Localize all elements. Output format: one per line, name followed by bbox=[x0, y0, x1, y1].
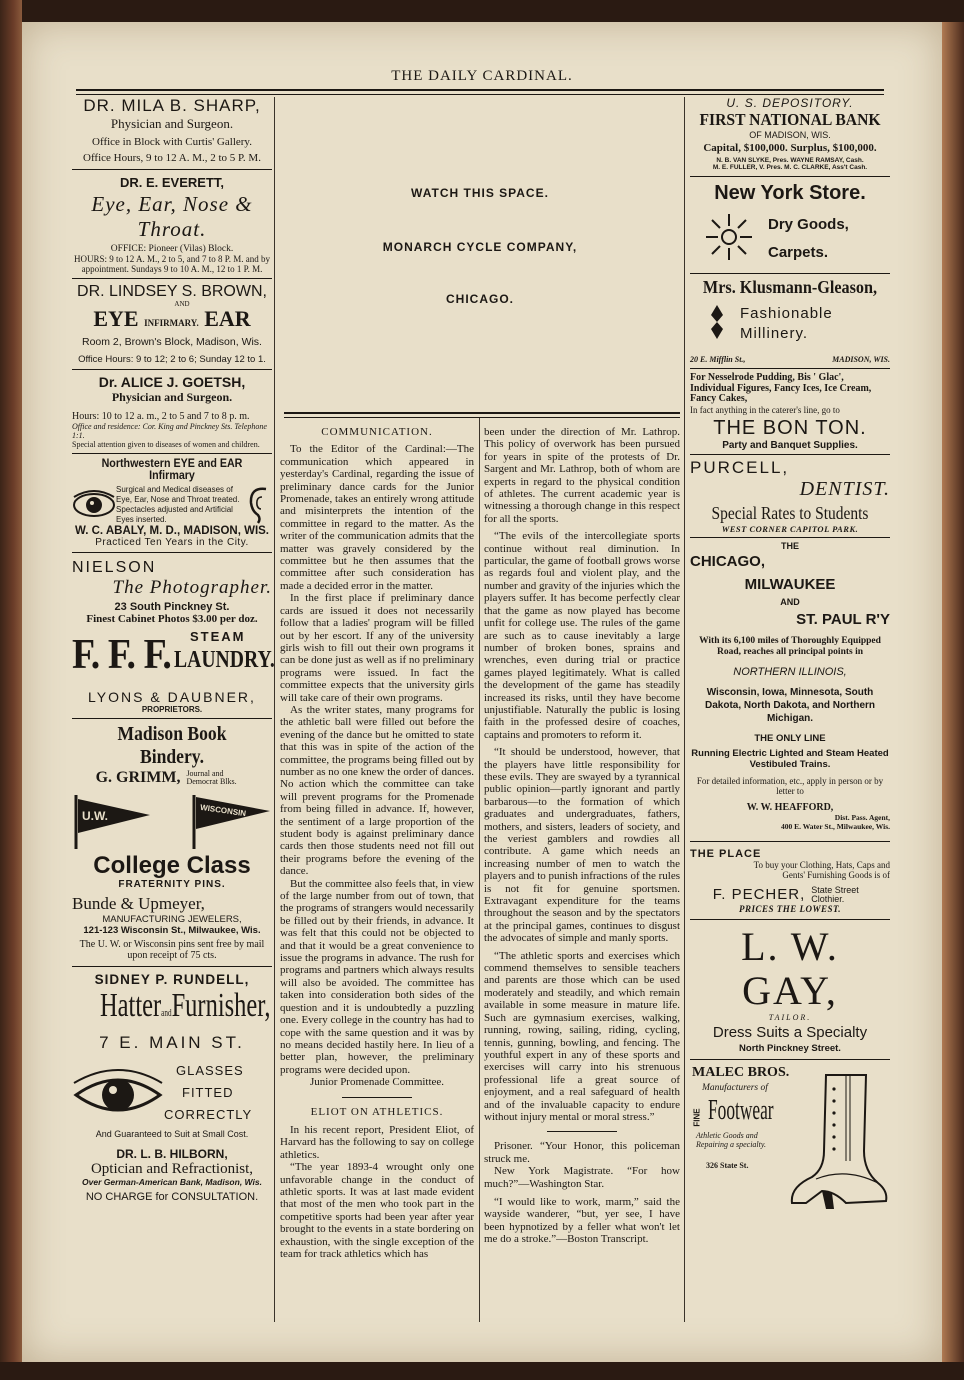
joke-paragraph: New York Magistrate. “For how much?”—Washington Star. bbox=[484, 1165, 680, 1190]
ad-railway-info: For detailed information, etc., apply in person or by letter to bbox=[696, 775, 884, 796]
ad-railway-milwaukee: MILWAUKEE bbox=[744, 575, 836, 593]
ad-hilborn-name: DR. L. B. HILBORN, bbox=[116, 1147, 228, 1161]
ad-nielson-name: NIELSON bbox=[72, 559, 157, 576]
pennant-wisconsin-icon bbox=[190, 793, 272, 851]
right-ads-column bbox=[690, 96, 890, 1215]
monarch-ad bbox=[280, 96, 680, 414]
ad-pins-firm: Bunde & Upmeyer, bbox=[72, 894, 205, 913]
ad-pins-subtitle: FRATERNITY PINS. bbox=[118, 879, 226, 890]
joke-paragraph: “I would like to work, marm,” said the wayside wanderer, “but, yer see, I have been hypnotized by a feller what won't let me do a stroke.”—Boston Transcript. bbox=[484, 1195, 680, 1246]
ad-railway-trains: Running Electric Lighted and Steam Heated Vestibuled Trains. bbox=[691, 747, 889, 770]
ad-brown-ear: EAR bbox=[204, 306, 251, 331]
center-ad-rule bbox=[284, 412, 680, 418]
ad-klusmann bbox=[690, 277, 890, 355]
ad-bindery-owner: G. GRIMM, bbox=[95, 769, 181, 786]
communication-paragraph: In the first place if preliminary dance cards are issued it does not necessarily follow that a ladies' program will be filled out by her escort. If any of the university girls wish to fill out their own programs it can be done just as well as if no preliminary programs were issued. In fact the committee expects that the university girls will take care of their own programs. bbox=[280, 592, 474, 704]
eliot-paragraph: “The year 1893-4 wrought only one unfavorable change in the conduct of athletic sports. It was at last made evident that most of the men who took part in the competitive sports had been year after year brought to the events in a state bordering on exhaustion, with the single exception of the team for track athletics which has bbox=[280, 1161, 474, 1260]
monarch-line3: CHICAGO. bbox=[446, 292, 514, 306]
ad-abaly bbox=[72, 458, 272, 548]
ad-purcell bbox=[690, 458, 890, 534]
ad-newyork bbox=[690, 182, 890, 270]
ad-rundell bbox=[72, 972, 272, 1053]
ad-brown-infirmary: INFIRMARY. bbox=[144, 318, 199, 328]
ad-goetsh-special: Special attention given to diseases of women and children. bbox=[72, 440, 260, 449]
ad-pins-offer: The U. W. or Wisconsin pins sent free by mail upon receipt of 75 cts. bbox=[79, 939, 265, 961]
boot-icon bbox=[786, 1071, 890, 1211]
ad-rundell-name: SIDNEY P. RUNDELL, bbox=[94, 972, 250, 987]
ad-bank-name: FIRST NATIONAL BANK bbox=[699, 110, 881, 129]
ad-railway-stpaul: ST. PAUL R'Y bbox=[796, 610, 890, 628]
ad-separator bbox=[690, 841, 890, 842]
ad-malec-fine: FINE bbox=[692, 1107, 702, 1127]
ad-newyork-dry: Dry Goods, bbox=[768, 216, 849, 233]
ad-rundell-and: and bbox=[161, 1008, 172, 1019]
col3-paragraph: “The evils of the intercollegiate sports continue without real diminution. In particular, the game of football grows worse as regards foul and violent play, and the number and gravity of the injuries which the players suffer. It has become perfectly clear that the game as now played has become unfit for college use. The rules of the game are such as to cause inevitably a large number of broken bones, sprains and wrenches, even during trial or practice games played legitimately. What is called the development of the game has steadily increased its risks, until they have become unjustifiable. Naturally the public is losing faith in the professed desire of coaches, captains and promoters to reform it. bbox=[484, 530, 680, 741]
ad-newyork-name: New York Store. bbox=[714, 182, 866, 204]
ad-separator bbox=[72, 169, 272, 170]
ad-pecher-prices: PRICES THE LOWEST. bbox=[739, 903, 841, 914]
pennant-wisconsin-label: WISCONSIN bbox=[199, 802, 247, 819]
ad-pins-title: College Class bbox=[93, 852, 251, 879]
ad-rundell-trade bbox=[100, 987, 271, 1033]
ad-nielson-address: 23 South Pinckney St. bbox=[114, 601, 230, 613]
ad-abaly-practiced: Practiced Ten Years in the City. bbox=[95, 537, 249, 548]
communication-article bbox=[280, 426, 474, 1260]
ad-nielson bbox=[72, 559, 272, 625]
ad-bank-location: OF MADISON, WIS. bbox=[749, 130, 831, 140]
ad-railway-agent: W. W. HEAFFORD, bbox=[746, 801, 834, 813]
ad-klusmann-millinery: Millinery. bbox=[740, 325, 809, 342]
joke-paragraph: Prisoner. “Your Honor, this policeman struck me. bbox=[484, 1140, 680, 1165]
ad-pins-address: 121-123 Wisconsin St., Milwaukee, Wis. bbox=[83, 925, 261, 936]
column-divider bbox=[684, 97, 685, 1322]
ad-laundry-owners-block bbox=[72, 689, 272, 714]
article-separator bbox=[342, 1097, 412, 1098]
ad-separator bbox=[72, 552, 272, 553]
ear-icon bbox=[246, 485, 272, 525]
column-divider bbox=[479, 417, 480, 1322]
ad-purcell-special: Special Rates to Students bbox=[711, 502, 869, 523]
communication-paragraph: But the committee also feels that, in view of the large number from out of town, that the programs of strangers would necessarily be filled out by their friends, in advance. It was felt that this could not be objected to and that it would be a great convenience to issue the programs in advance. The rush for programs and partners which always results will also be avoided. The committee has taken into consideration both sides of the question and it is undoubtedly a puzzling one. Every college in the country has had to cope with the same question and it was by no means decided hastily here. In lieu of a better plan, however, the preliminary programs were decided upon. bbox=[280, 877, 474, 1076]
masthead: THE DAILY CARDINAL. bbox=[391, 68, 573, 84]
newspaper-page bbox=[22, 22, 942, 1362]
ad-purcell-name: PURCELL, bbox=[690, 457, 790, 477]
ad-purcell-address: WEST CORNER CAPITOL PARK. bbox=[721, 523, 859, 534]
ad-brown-name: DR. LINDSEY S. BROWN, bbox=[77, 283, 267, 300]
ad-goetsh-hours: Hours: 10 to 12 a. m., 2 to 5 and 7 to 8 p. m. bbox=[72, 411, 250, 422]
monarch-line1: WATCH THIS SPACE. bbox=[411, 186, 549, 200]
left-ads-column bbox=[72, 96, 275, 1203]
ad-bindery bbox=[72, 723, 272, 787]
ad-hilborn-fitted: FITTED bbox=[182, 1085, 234, 1100]
ad-gay-suits: Dress Suits a Specialty bbox=[712, 1023, 868, 1041]
ad-newyork-carpets: Carpets. bbox=[768, 244, 829, 261]
ad-pins-pennants bbox=[72, 793, 272, 853]
ad-rundell-address: 7 E. MAIN ST. bbox=[99, 1033, 245, 1052]
ad-pins bbox=[72, 853, 272, 961]
ad-malec-goods: Athletic Goods and Repairing a specialty. bbox=[696, 1130, 766, 1149]
ad-everett-specialty: Eye, Ear, Nose & Throat. bbox=[91, 192, 253, 241]
sun-icon bbox=[704, 212, 754, 262]
ad-bank-officers2: M. E. FULLER, V. Pres. M. C. CLARKE, Ass't Cash. bbox=[712, 164, 868, 171]
ad-rundell-hatter: Hatter bbox=[100, 987, 162, 1024]
ad-nielson-offer: Finest Cabinet Photos $3.00 per doz. bbox=[86, 613, 258, 625]
ad-abaly-doctor: W. C. ABALY, M. D., MADISON, WIS. bbox=[74, 525, 270, 537]
ad-everett-office: OFFICE: Pioneer (Vilas) Block. bbox=[110, 244, 234, 254]
column-divider bbox=[274, 97, 275, 1322]
ad-separator bbox=[690, 176, 890, 177]
ad-railway-agent-title: Dist. Pass. Agent, bbox=[834, 812, 890, 822]
ad-hilborn-title: Optician and Refractionist, bbox=[90, 1161, 254, 1177]
ad-abaly-name: Northwestern EYE and EAR Infirmary bbox=[101, 458, 243, 482]
pennant-uw-label: U.W. bbox=[82, 809, 108, 823]
ad-brown bbox=[72, 283, 272, 365]
ad-goetsh bbox=[72, 374, 272, 449]
communication-paragraph: To the Editor of the Cardinal:—The communication which appeared in yesterday's Cardinal, regarding the issue of preliminary dance cards for the Junior Promenade, takes an entirely wrong attitude and misinterprets the intention of the committee in regard to the matter. As the writer of the communication admits that the matter was gravely considered by the committee but he then assumes that the committee after such consideration has made a decided error in the matter. bbox=[280, 443, 474, 592]
ad-hilborn-charge: NO CHARGE for CONSULTATION. bbox=[85, 1191, 259, 1203]
ad-klusmann-address: 20 E. Mifflin St., bbox=[690, 355, 746, 364]
ad-brown-and: AND bbox=[174, 300, 190, 308]
article-separator bbox=[547, 1131, 617, 1132]
monarch-line2: MONARCH CYCLE COMPANY, bbox=[382, 240, 578, 254]
ornament-icon bbox=[710, 305, 724, 339]
ad-separator bbox=[72, 453, 272, 454]
ad-sharp-office: Office in Block with Curtis' Gallery. bbox=[92, 136, 252, 148]
eye-glasses-icon bbox=[72, 1065, 164, 1125]
ad-laundry-role: PROPRIETORS. bbox=[141, 705, 203, 714]
ad-everett-hours: HOURS: 9 to 12 A. M., 2 to 5, and 7 to 8 P. M. and by appointment. Sundays 9 to 10 A. M., 12 to 1 P. M. bbox=[73, 254, 270, 274]
ad-purcell-dentist: DENTIST. bbox=[799, 477, 890, 500]
ad-railway-miles: With its 6,100 miles of Thoroughly Equipped Road, reaches all principal points in bbox=[699, 635, 881, 657]
ad-klusmann-fashionable: Fashionable bbox=[740, 305, 833, 322]
ad-rundell-furnisher: Furnisher, bbox=[171, 987, 271, 1024]
masthead-rule bbox=[76, 89, 884, 95]
ad-hilborn-top bbox=[72, 1061, 272, 1129]
ad-bonton bbox=[690, 373, 890, 451]
ad-gay-tailor: TAILOR. bbox=[768, 1012, 812, 1022]
ad-pins-trade: MANUFACTURING JEWELERS, bbox=[102, 914, 242, 925]
ad-railway-agent-address: 400 E. Water St., Milwaukee, Wis. bbox=[780, 821, 890, 831]
ad-bonton-caterer: In fact anything in the caterer's line, go to bbox=[690, 404, 840, 415]
page-bottom-edge bbox=[0, 1362, 964, 1380]
ad-hilborn-guarantee: And Guaranteed to Suit at Small Cost. bbox=[95, 1129, 249, 1139]
book-binding bbox=[0, 0, 22, 1380]
ad-hilborn-glasses: GLASSES bbox=[176, 1063, 244, 1078]
col3-paragraph: “It should be understood, however, that the players have little responsibility for these evils. They are swayed by a tyrannical public opinion—partly ignorant and partly barbarous—to the formation of which graduates and undergraduates, fathers, mothers, and sisters, leaders of society, and the veriest gamblers and rowdies all contribute. A game which needs an increasing number of men to watch the players and to punish infractions of the rules is not fit for genuine sportsmen. Extravagant expenditure for the teams throughout the season and by the spectators at the principal games, continues to disgust the advocates of simple and manly sports. bbox=[484, 746, 680, 945]
ad-bank-officers1: N. B. VAN SLYKE, Pres. WAYNE RAMSAY, Cash. bbox=[716, 157, 864, 164]
ad-railway-and: AND bbox=[780, 596, 800, 607]
ad-railway-states: Wisconsin, Iowa, Minnesota, South Dakota, North Dakota, and Northern Michigan. bbox=[704, 686, 876, 724]
ad-laundry bbox=[72, 629, 275, 689]
communication-signature: Junior Promenade Committee. bbox=[309, 1076, 445, 1089]
eliot-heading: ELIOT ON ATHLETICS. bbox=[310, 1105, 444, 1118]
ad-railway-the: THE bbox=[781, 540, 799, 551]
ad-laundry-steam: STEAM bbox=[190, 629, 246, 644]
ad-hilborn bbox=[72, 1129, 272, 1203]
ad-separator bbox=[72, 718, 272, 719]
ad-pecher-title: State Street Clothier. bbox=[811, 884, 859, 904]
ad-gay-name: L. W. GAY, bbox=[741, 923, 839, 1013]
ad-brown-address: Room 2, Brown's Block, Madison, Wis. bbox=[82, 336, 262, 348]
ad-laundry-owners: LYONS & DAUBNER, bbox=[88, 689, 256, 705]
ad-laundry-word: LAUNDRY. bbox=[174, 647, 275, 673]
ad-malec-address: 326 State St. bbox=[706, 1160, 749, 1170]
ad-gay-address: North Pinckney Street. bbox=[739, 1042, 841, 1054]
ad-laundry-initials: F. F. F. bbox=[72, 632, 171, 678]
ad-pecher-place: THE PLACE bbox=[690, 847, 762, 860]
col3-paragraph: been under the direction of Mr. Lathrop. This policy of overwork has been pursued for years in spite of the protests of Dr. Sargent and Mr. Lathrop, both of whom are experts in regard to the physical condition of athletes. The current academic year is witnessing a thorough change in this respect for all the sports. bbox=[484, 426, 680, 525]
ad-klusmann-city: MADISON, WIS. bbox=[832, 355, 890, 364]
ad-separator bbox=[690, 1059, 890, 1060]
col3-paragraph: “The athletic sports and exercises which commend themselves to sensible teachers and parents are those which can be used moderately and steadily, and which remain available in some measure in mature life. Such are gymnasium exercises, walking, running, rowing, sailing, riding, cycling, tennis, gunning, bowling, and fencing. The youthful expert in any of these sports and exercises will carry into his strenuous professional life a great source of enjoyment, and a real safeguard of health and of the invaluable capacity to endure without injury mental or moral stress.” bbox=[484, 949, 680, 1123]
ad-malec-name: MALEC BROS. bbox=[692, 1064, 790, 1080]
ad-separator bbox=[690, 368, 890, 369]
ad-bonton-supplies: Party and Banquet Supplies. bbox=[722, 439, 858, 451]
ad-gay bbox=[690, 925, 890, 1054]
ad-bonton-name: THE BON TON. bbox=[713, 416, 867, 439]
ad-hilborn-location: Over German-American Bank, Madison, Wis. bbox=[82, 1177, 262, 1187]
ad-pecher-name: F. PECHER, bbox=[712, 886, 806, 903]
ad-separator bbox=[72, 369, 272, 370]
ad-abaly-desc: Surgical and Medical diseases of Eye, Ear, Nose and Throat treated. Spectacles adjusted and Artificial Eyes inserted. bbox=[116, 485, 240, 524]
eliot-paragraph: In his recent report, President Eliot, of Harvard has the following to say on college athletics. bbox=[280, 1123, 474, 1161]
ad-brown-hours: Office Hours: 9 to 12; 2 to 6; Sunday 12 to 1. bbox=[78, 354, 266, 365]
ad-bank bbox=[690, 96, 890, 171]
ad-bindery-location: Journal and Democrat Blks. bbox=[186, 769, 237, 786]
ad-bank-capital: Capital, $100,000. Surplus, $100,000. bbox=[703, 142, 877, 154]
ad-klusmann-name: Mrs. Klusmann-Gleason, bbox=[702, 277, 878, 297]
ad-pecher bbox=[690, 848, 890, 914]
eye-icon bbox=[72, 487, 116, 523]
ad-bonton-intro: For Nesselrode Pudding, Bis ' Glac', Individual Figures, Fancy Ices, Ice Cream, Fancy Cakes, bbox=[690, 372, 872, 404]
ad-hilborn-correctly: CORRECTLY bbox=[164, 1107, 253, 1122]
ad-goetsh-residence: Office and residence: Cor. King and Pinckney Sts. Telephone 1:1. bbox=[72, 422, 267, 440]
eliot-continued-column bbox=[484, 426, 680, 1246]
ad-sharp-hours: Office Hours, 9 to 12 A. M., 2 to 5 P. M. bbox=[83, 152, 261, 164]
ad-railway-illinois: NORTHERN ILLINOIS, bbox=[733, 665, 847, 678]
ad-sharp-title: Physician and Surgeon. bbox=[110, 116, 234, 131]
ad-separator bbox=[690, 919, 890, 920]
ad-railway bbox=[690, 541, 890, 831]
ad-railway-chicago: CHICAGO, bbox=[690, 552, 765, 570]
ad-separator bbox=[690, 454, 890, 455]
ad-separator bbox=[690, 273, 890, 274]
ad-railway-only: THE ONLY LINE bbox=[754, 732, 826, 744]
ad-brown-eye: EYE bbox=[93, 306, 139, 331]
ad-bank-depository: U. S. DEPOSITORY. bbox=[726, 96, 854, 110]
ad-everett bbox=[72, 175, 272, 274]
ad-malec bbox=[690, 1065, 890, 1215]
ad-malec-makers: Manufacturers of bbox=[702, 1082, 768, 1093]
ad-bindery-name: Madison Book Bindery. bbox=[117, 723, 227, 768]
ad-separator bbox=[72, 966, 272, 967]
ad-malec-footwear: Footwear bbox=[708, 1094, 774, 1126]
communication-heading: COMMUNICATION. bbox=[321, 426, 433, 438]
ad-goetsh-name: Dr. ALICE J. GOETSH, bbox=[98, 374, 246, 390]
ad-brown-eye-ear bbox=[72, 308, 272, 334]
ad-pecher-desc: To buy your Clothing, Hats, Caps and Gents' Furnishing Goods is of bbox=[753, 859, 890, 880]
ad-nielson-title: The Photographer. bbox=[112, 577, 272, 598]
ad-everett-name: DR. E. EVERETT, bbox=[119, 175, 225, 190]
ad-sharp bbox=[72, 96, 272, 164]
ad-sharp-name: DR. MILA B. SHARP, bbox=[83, 96, 261, 115]
ad-separator bbox=[690, 537, 890, 538]
ad-goetsh-title: Physician and Surgeon. bbox=[111, 390, 233, 404]
communication-paragraph: As the writer states, many programs for the athletic ball were filled out before the evening of the dance but he omitted to state that this was in spite of the action of the committee, the programs being filled out by number as no one knew the order of dances. No action which the committee can take will prevent programs for the Promenade from being filled in advance. If, however, the sentiment of a large proportion of the student body is against preliminary dance cards then those students need not fill out their programs before the evening of the dance. bbox=[280, 703, 474, 878]
page-edge bbox=[942, 22, 964, 1362]
ad-separator bbox=[72, 278, 272, 279]
